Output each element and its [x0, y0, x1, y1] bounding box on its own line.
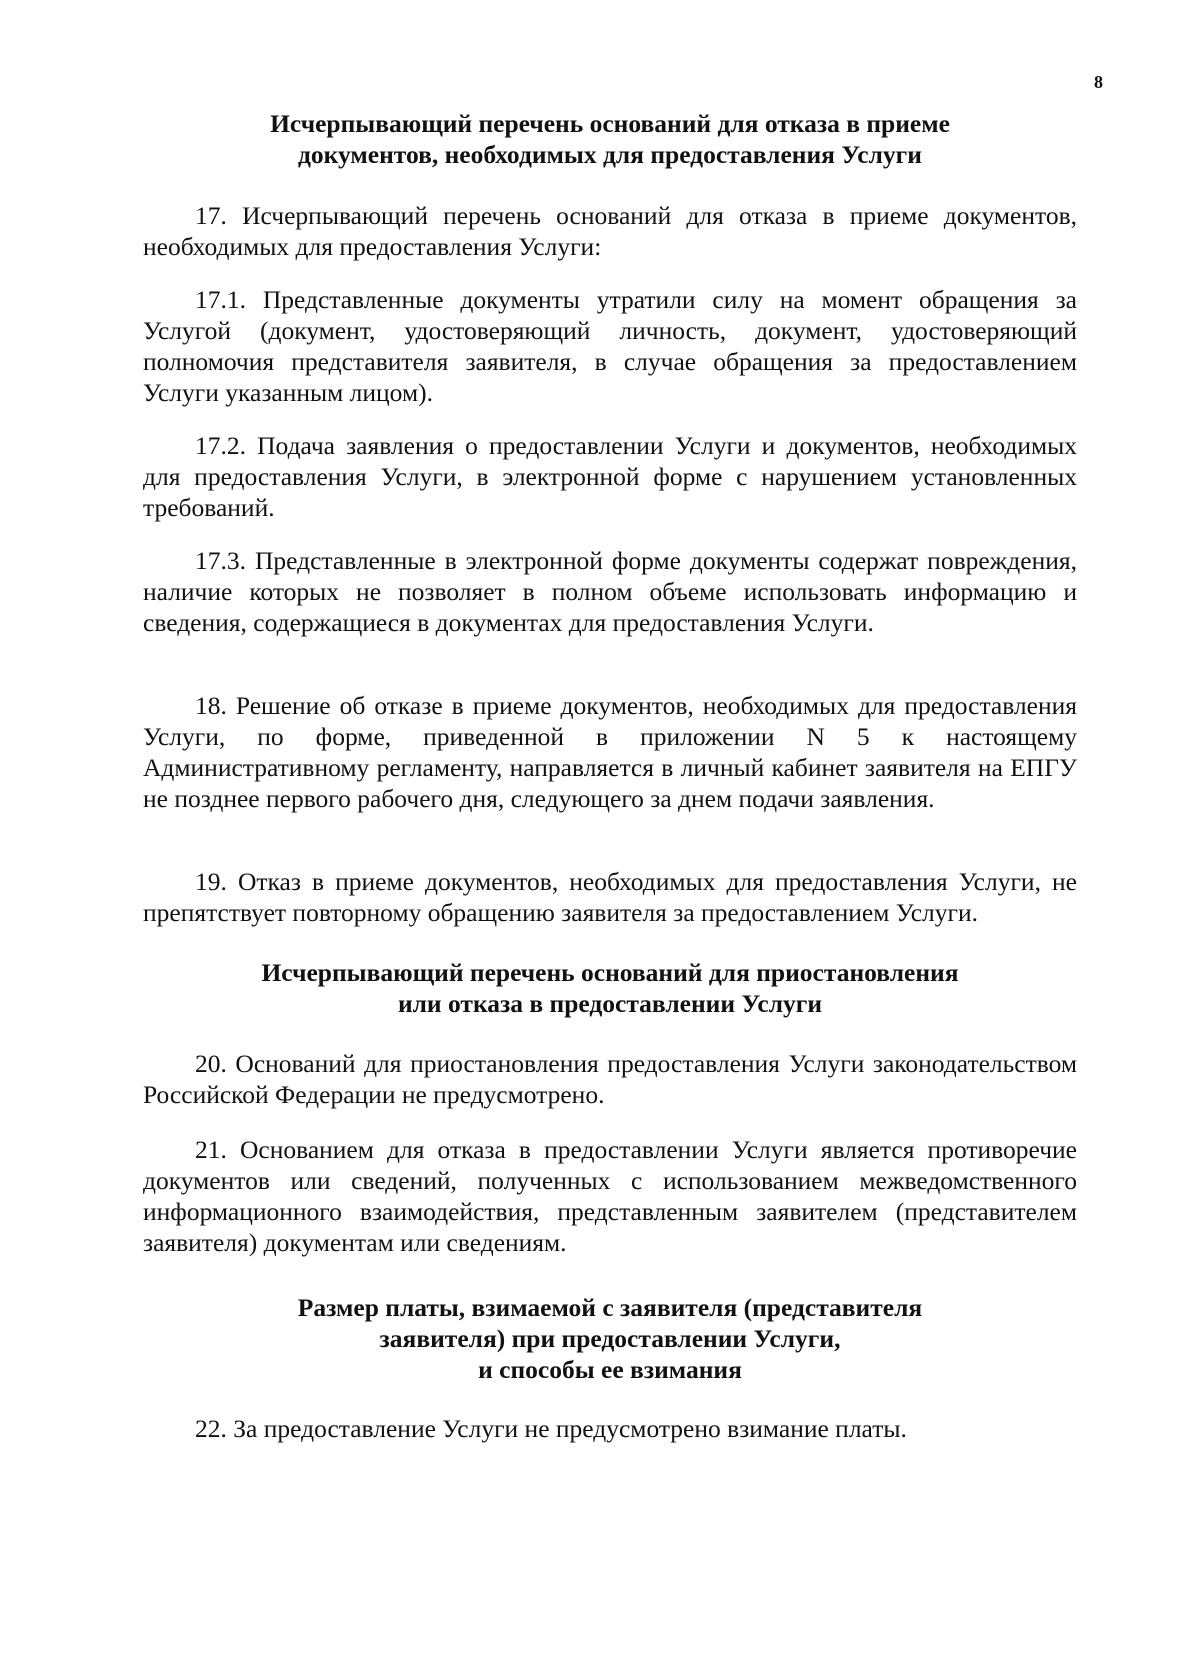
heading-line: или отказа в предоставлении Услуги: [397, 989, 823, 1018]
heading-line: документов, необходимых для предоставления Услуги: [298, 140, 922, 169]
heading-line: Исчерпывающий перечень оснований для приостановления: [261, 958, 959, 987]
paragraph-17-3: 17.3. Представленные в электронной форме документы содержат повреждения, наличие которых не позволяет в полном объеме использовать информацию и сведения, содержащиеся в документах для предоставления Услуги.: [143, 546, 1077, 637]
paragraph-17-1: 17.1. Представленные документы утратили силу на момент обращения за Услугой (документ, удостоверяющий личность, документ, удостоверяющий полномочия представителя заявителя, в случае обращения за предоставлением Услуги указанным лицом).: [143, 285, 1077, 407]
paragraph-17: 17. Исчерпывающий перечень оснований для отказа в приеме документов, необходимых для предоставления Услуги:: [143, 201, 1077, 261]
section-heading-suspension-refusal: [140, 957, 1080, 1019]
heading-line: Размер платы, взимаемой с заявителя (представителя: [297, 1293, 923, 1322]
section-heading-fee: [140, 1292, 1080, 1385]
paragraph-22: 22. За предоставление Услуги не предусмотрено взимание платы.: [195, 1414, 907, 1443]
page-number: 8: [1094, 72, 1103, 92]
section-heading-refusal-reception: [140, 108, 1080, 170]
heading-line: Исчерпывающий перечень оснований для отказа в приеме: [270, 109, 950, 138]
paragraph-18: 18. Решение об отказе в приеме документов, необходимых для предоставления Услуги, по форме, приведенной в приложении N 5 к настоящему Административному регламенту, направляется в личный кабинет заявителя на ЕПГУ не позднее первого рабочего дня, следующего за днем подачи заявления.: [143, 691, 1077, 813]
paragraph-20: 20. Оснований для приостановления предоставления Услуги законодательством Российской Федерации не предусмотрено.: [143, 1049, 1077, 1109]
paragraph-19: 19. Отказ в приеме документов, необходимых для предоставления Услуги, не препятствует повторному обращению заявителя за предоставлением Услуги.: [143, 867, 1077, 927]
heading-line: заявителя) при предоставлении Услуги,: [379, 1324, 841, 1353]
paragraph-17-2: 17.2. Подача заявления о предоставлении Услуги и документов, необходимых для предоставления Услуги, в электронной форме с нарушением установленных требований.: [143, 431, 1077, 522]
paragraph-21: 21. Основанием для отказа в предоставлении Услуги является противоречие документов или сведений, полученных с использованием межведомственного информационного взаимодействия, представленным заявителем (представителем заявителя) документам или сведениям.: [143, 1135, 1077, 1257]
heading-line: и способы ее взимания: [478, 1355, 742, 1384]
